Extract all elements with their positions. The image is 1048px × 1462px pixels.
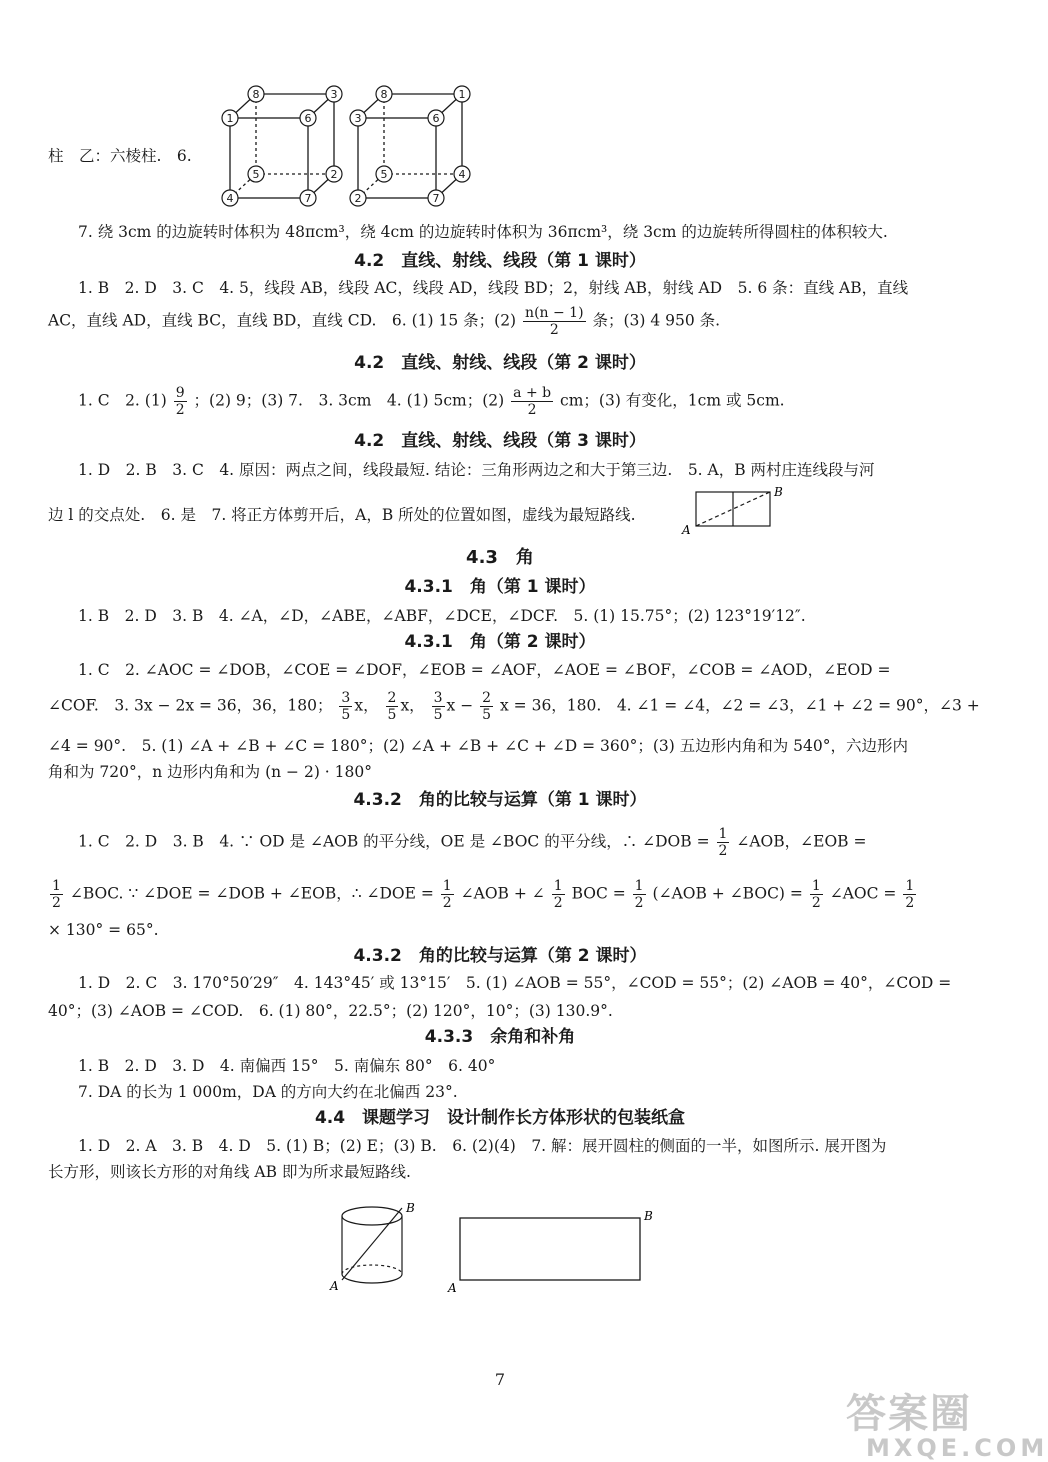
fraction: $\frac{2}{5}$: [387, 690, 397, 723]
fraction: $\frac{3}{5}$: [341, 690, 351, 723]
cube1-label: 8: [252, 88, 260, 101]
section-title: 4.3.1 角（第 1 课时）: [404, 577, 596, 597]
cube1-label: 5: [252, 168, 260, 181]
cube1-label: 4: [226, 192, 234, 205]
answer-line: ∠4 = 90°. 5. (1) ∠A + ∠B + ∠C = 180°；(2) ∠A + ∠B + ∠C + ∠D = 360°；(3) 五边形内角和为 540°，六边形内: [48, 737, 909, 755]
point-b-label: B: [406, 1201, 415, 1215]
watermark-title: 答案圈: [846, 1391, 972, 1437]
section-title: 4.2 直线、射线、线段（第 2 课时）: [354, 353, 646, 373]
page-number: 7: [494, 1370, 506, 1389]
point-a-label: A: [448, 1281, 457, 1295]
unfolded-cube-figure: [680, 485, 783, 537]
answer-line: × 130° = 65°.: [48, 921, 159, 939]
section-title: 4.2 直线、射线、线段（第 3 课时）: [354, 431, 646, 451]
fraction: $\frac{3}{5}$: [433, 690, 443, 723]
cube1-label: 7: [304, 192, 312, 205]
answer-line: AC，直线 AD，直线 BC，直线 BD，直线 CD. 6. (1) 15 条；(2) $\frac{n(n - 1)}{2}$ 条；(3) 4 950 条.: [48, 305, 721, 338]
q7-line: 7. 绕 3cm 的边旋转时体积为 48πcm³，绕 4cm 的边旋转时体积为 36πcm³，绕 3cm 的边旋转所得圆柱的体积较大.: [78, 223, 888, 241]
answer-line: 1. C 2. ∠AOC = ∠DOB，∠COE = ∠DOF，∠EOB = ∠AOF，∠AOE = ∠BOF，∠COB = ∠AOD，∠EOD =: [78, 661, 891, 679]
section-title: 4.3 角: [466, 547, 534, 568]
fraction: $\frac{1}{2}$: [52, 878, 61, 911]
answer-line: 1. C 2. (1) $\frac{9}{2}$ ；(2) 9；(3) 7. 3. 3cm 4. (1) 5cm；(2) $\frac{a + b}{2}$ cm；(3) 有变化，1cm 或 5cm.: [78, 385, 785, 418]
cube2-label: 8: [380, 88, 388, 101]
point-a-label: A: [330, 1279, 339, 1293]
cylinder-figure: [326, 1200, 426, 1300]
answer-line: 40°；(3) ∠AOB = ∠COD. 6. (1) 80°，22.5°；(2) 120°，10°；(3) 130.9°.: [48, 1002, 613, 1020]
answer-line: 1. B 2. D 3. B 4. ∠A，∠D，∠ABE，∠ABF，∠DCE，∠DCF. 5. (1) 15.75°；(2) 123°19′12″.: [78, 607, 806, 625]
cube2-label: 6: [432, 112, 440, 125]
fraction: $\frac{1}{2}$: [905, 878, 915, 911]
unrolled-rectangle-figure: [446, 1206, 656, 1296]
watermark: [846, 1392, 1048, 1460]
fraction: $\frac{1}{2}$: [811, 878, 821, 911]
cube1-label: 2: [330, 168, 338, 181]
fraction: $\frac{2}{5}$: [482, 690, 492, 723]
cube2-label: 3: [354, 112, 362, 125]
fraction: $\frac{1}{2}$: [553, 878, 563, 911]
answer-line: 1. D 2. B 3. C 4. 原因：两点之间，线段最短. 结论：三角形两边之和大于第三边. 5. A，B 两村庄连线段与河: [78, 461, 875, 479]
fraction: $\frac{1}{2}$: [634, 878, 644, 911]
fraction: $\frac{1}{2}$: [718, 826, 728, 859]
answer-line: 长方形，则该长方形的对角线 AB 即为所求最短路线.: [48, 1163, 411, 1181]
section-title: 4.3.2 角的比较与运算（第 2 课时）: [353, 946, 647, 966]
section-title: 4.3.2 角的比较与运算（第 1 课时）: [353, 790, 647, 810]
section-title: 4.4 课题学习 设计制作长方体形状的包装纸盒: [314, 1108, 686, 1128]
point-a-label: A: [682, 523, 691, 537]
answer-line: ∠COF. 3. 3x − 2x = 36，36，180； $\frac{3}{5}$ x， $\frac{2}{5}$ x， $\frac{3}{5}$ x − $\frac{2}{5}$ x = 36，180. 4. ∠1 = ∠4，∠2 = ∠3，∠1 + ∠2 = 90°，∠3 +: [48, 690, 980, 723]
cube2-label: 1: [458, 88, 466, 101]
cube2-label: 2: [354, 192, 362, 205]
answer-line: 角和为 720°，n 边形内角和为 (n − 2) · 180°: [48, 763, 372, 781]
cube1-label: 1: [226, 112, 234, 125]
cube-figure-2: [346, 82, 476, 212]
section-title: 4.3.3 余角和补角: [424, 1027, 576, 1047]
section-title: 4.2 直线、射线、线段（第 1 课时）: [354, 251, 646, 271]
watermark-url: MXQE.COM: [866, 1434, 1048, 1462]
fraction: $\frac{n(n - 1)}{2}$: [525, 305, 584, 338]
section-title: 4.3.1 角（第 2 课时）: [404, 632, 596, 652]
answer-line: 1. D 2. A 3. B 4. D 5. (1) B；(2) E；(3) B. 6. (2)(4) 7. 解：展开圆柱的侧面的一半，如图所示. 展开图为: [78, 1137, 887, 1155]
point-b-label: B: [644, 1209, 653, 1223]
cube2-label: 4: [458, 168, 466, 181]
cube1-label: 3: [330, 88, 338, 101]
cube2-label: 5: [380, 168, 388, 181]
answer-line: 1. B 2. D 3. D 4. 南偏西 15° 5. 南偏东 80° 6. 40°: [78, 1057, 496, 1075]
top-text: 柱 乙：六棱柱. 6.: [48, 147, 192, 165]
answer-line: 1. D 2. C 3. 170°50′29″ 4. 143°45′ 或 13°15′ 5. (1) ∠AOB = 55°，∠COD = 55°；(2) ∠AOB = 40°，∠COD =: [78, 974, 952, 992]
answer-line: $\frac{1}{2}$ ∠BOC. ∵ ∠DOE = ∠DOB + ∠EOB，∴ ∠DOE = $\frac{1}{2}$ ∠AOB + ∠ $\frac{1}{2}$ BOC = $\frac{1}{2}$ (∠AOB + ∠BOC) = $\frac{1}{2}$ ∠AOC = $\frac{1}{2}$: [52, 878, 915, 911]
fraction: $\frac{a + b}{2}$: [513, 385, 552, 418]
point-b-label: B: [774, 485, 783, 499]
answer-line: 1. B 2. D 3. C 4. 5，线段 AB，线段 AC，线段 AD，线段 BD；2，射线 AB，射线 AD 5. 6 条：直线 AB，直线: [78, 279, 909, 297]
answer-line: 7. DA 的长为 1 000m，DA 的方向大约在北偏西 23°.: [78, 1083, 458, 1101]
fraction: $\frac{9}{2}$: [175, 385, 185, 418]
fraction: $\frac{1}{2}$: [442, 878, 452, 911]
cube2-label: 7: [432, 192, 440, 205]
cube1-label: 6: [304, 112, 312, 125]
cube-figure-1: [218, 82, 348, 212]
answer-line: 1. C 2. D 3. B 4. ∵ OD 是 ∠AOB 的平分线，OE 是 ∠BOC 的平分线，∴ ∠DOB = $\frac{1}{2}$ ∠AOB，∠EOB =: [78, 826, 867, 859]
answer-line: 边 l 的交点处. 6. 是 7. 将正方体剪开后，A，B 所处的位置如图，虚线为最短路线.: [48, 506, 636, 524]
